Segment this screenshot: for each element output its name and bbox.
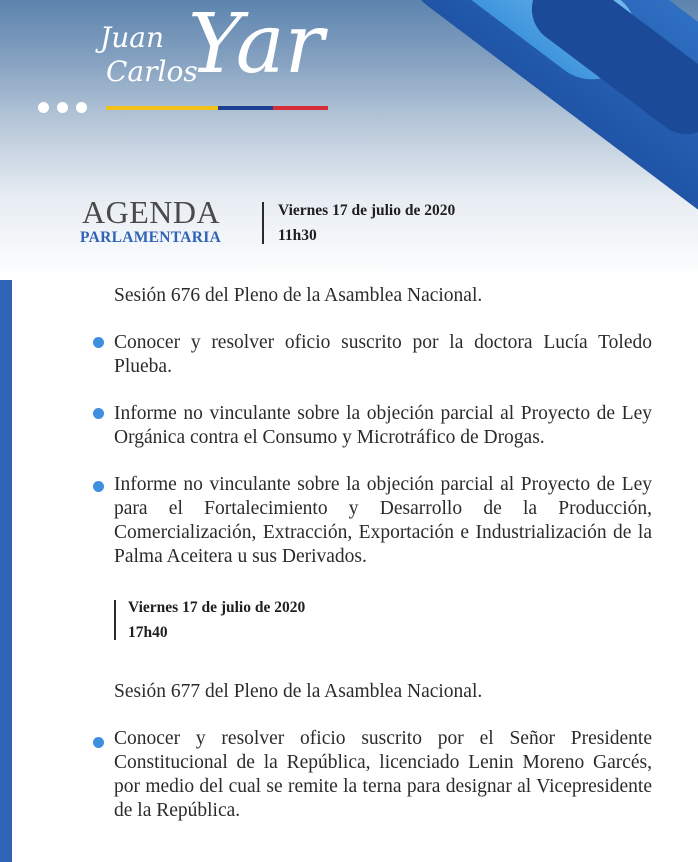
divider-line xyxy=(114,600,116,640)
session-time: 17h40 xyxy=(128,624,168,641)
decorative-dots xyxy=(38,102,87,113)
flag-stripe xyxy=(106,106,328,110)
dot-icon xyxy=(57,102,68,113)
bullet-icon xyxy=(93,337,104,348)
session-title: Sesión 676 del Pleno de la Asamblea Nacional. xyxy=(114,285,483,306)
logo-last-name: Yar xyxy=(188,0,324,92)
session-date: Viernes 17 de julio de 2020 xyxy=(128,599,306,616)
bullet-icon xyxy=(93,737,104,748)
left-accent-bar xyxy=(0,280,12,862)
agenda-title: AGENDA xyxy=(82,194,221,230)
flag-yellow xyxy=(106,106,218,110)
bullet-icon xyxy=(93,408,104,419)
dot-icon xyxy=(38,102,49,113)
bullet-icon xyxy=(93,481,104,492)
agenda-item: Conocer y resolver oficio suscrito por el Señor Presidente Constitucional de la República, licenciado Lenin Moreno Garcés, por medio del cual se remite la terna para designar al Vicepresidente de la República. xyxy=(114,728,652,821)
flag-blue xyxy=(218,106,273,110)
agenda-item: Informe no vinculante sobre la objeción parcial al Proyecto de Ley para el Fortalecimiento y Desarrollo de la Producción, Comercialización, Extracción, Exportación e Industrialización de la Palma Aceitera u sus Derivados. xyxy=(114,474,652,567)
divider-line xyxy=(262,202,264,244)
logo-first-name: Juan xyxy=(100,21,164,54)
session-date: Viernes 17 de julio de 2020 xyxy=(278,202,456,219)
agenda-item: Conocer y resolver oficio suscrito por la doctora Lucía Toledo Plueba. xyxy=(114,332,652,377)
session-time: 11h30 xyxy=(278,227,317,244)
dot-icon xyxy=(76,102,87,113)
flag-red xyxy=(273,106,328,110)
session-title: Sesión 677 del Pleno de la Asamblea Nacional. xyxy=(114,681,483,702)
logo-middle-name: Carlos xyxy=(106,55,198,88)
agenda-subtitle: PARLAMENTARIA xyxy=(80,229,222,246)
agenda-item: Informe no vinculante sobre la objeción parcial al Proyecto de Ley Orgánica contra el Consumo y Microtráfico de Drogas. xyxy=(114,403,652,448)
